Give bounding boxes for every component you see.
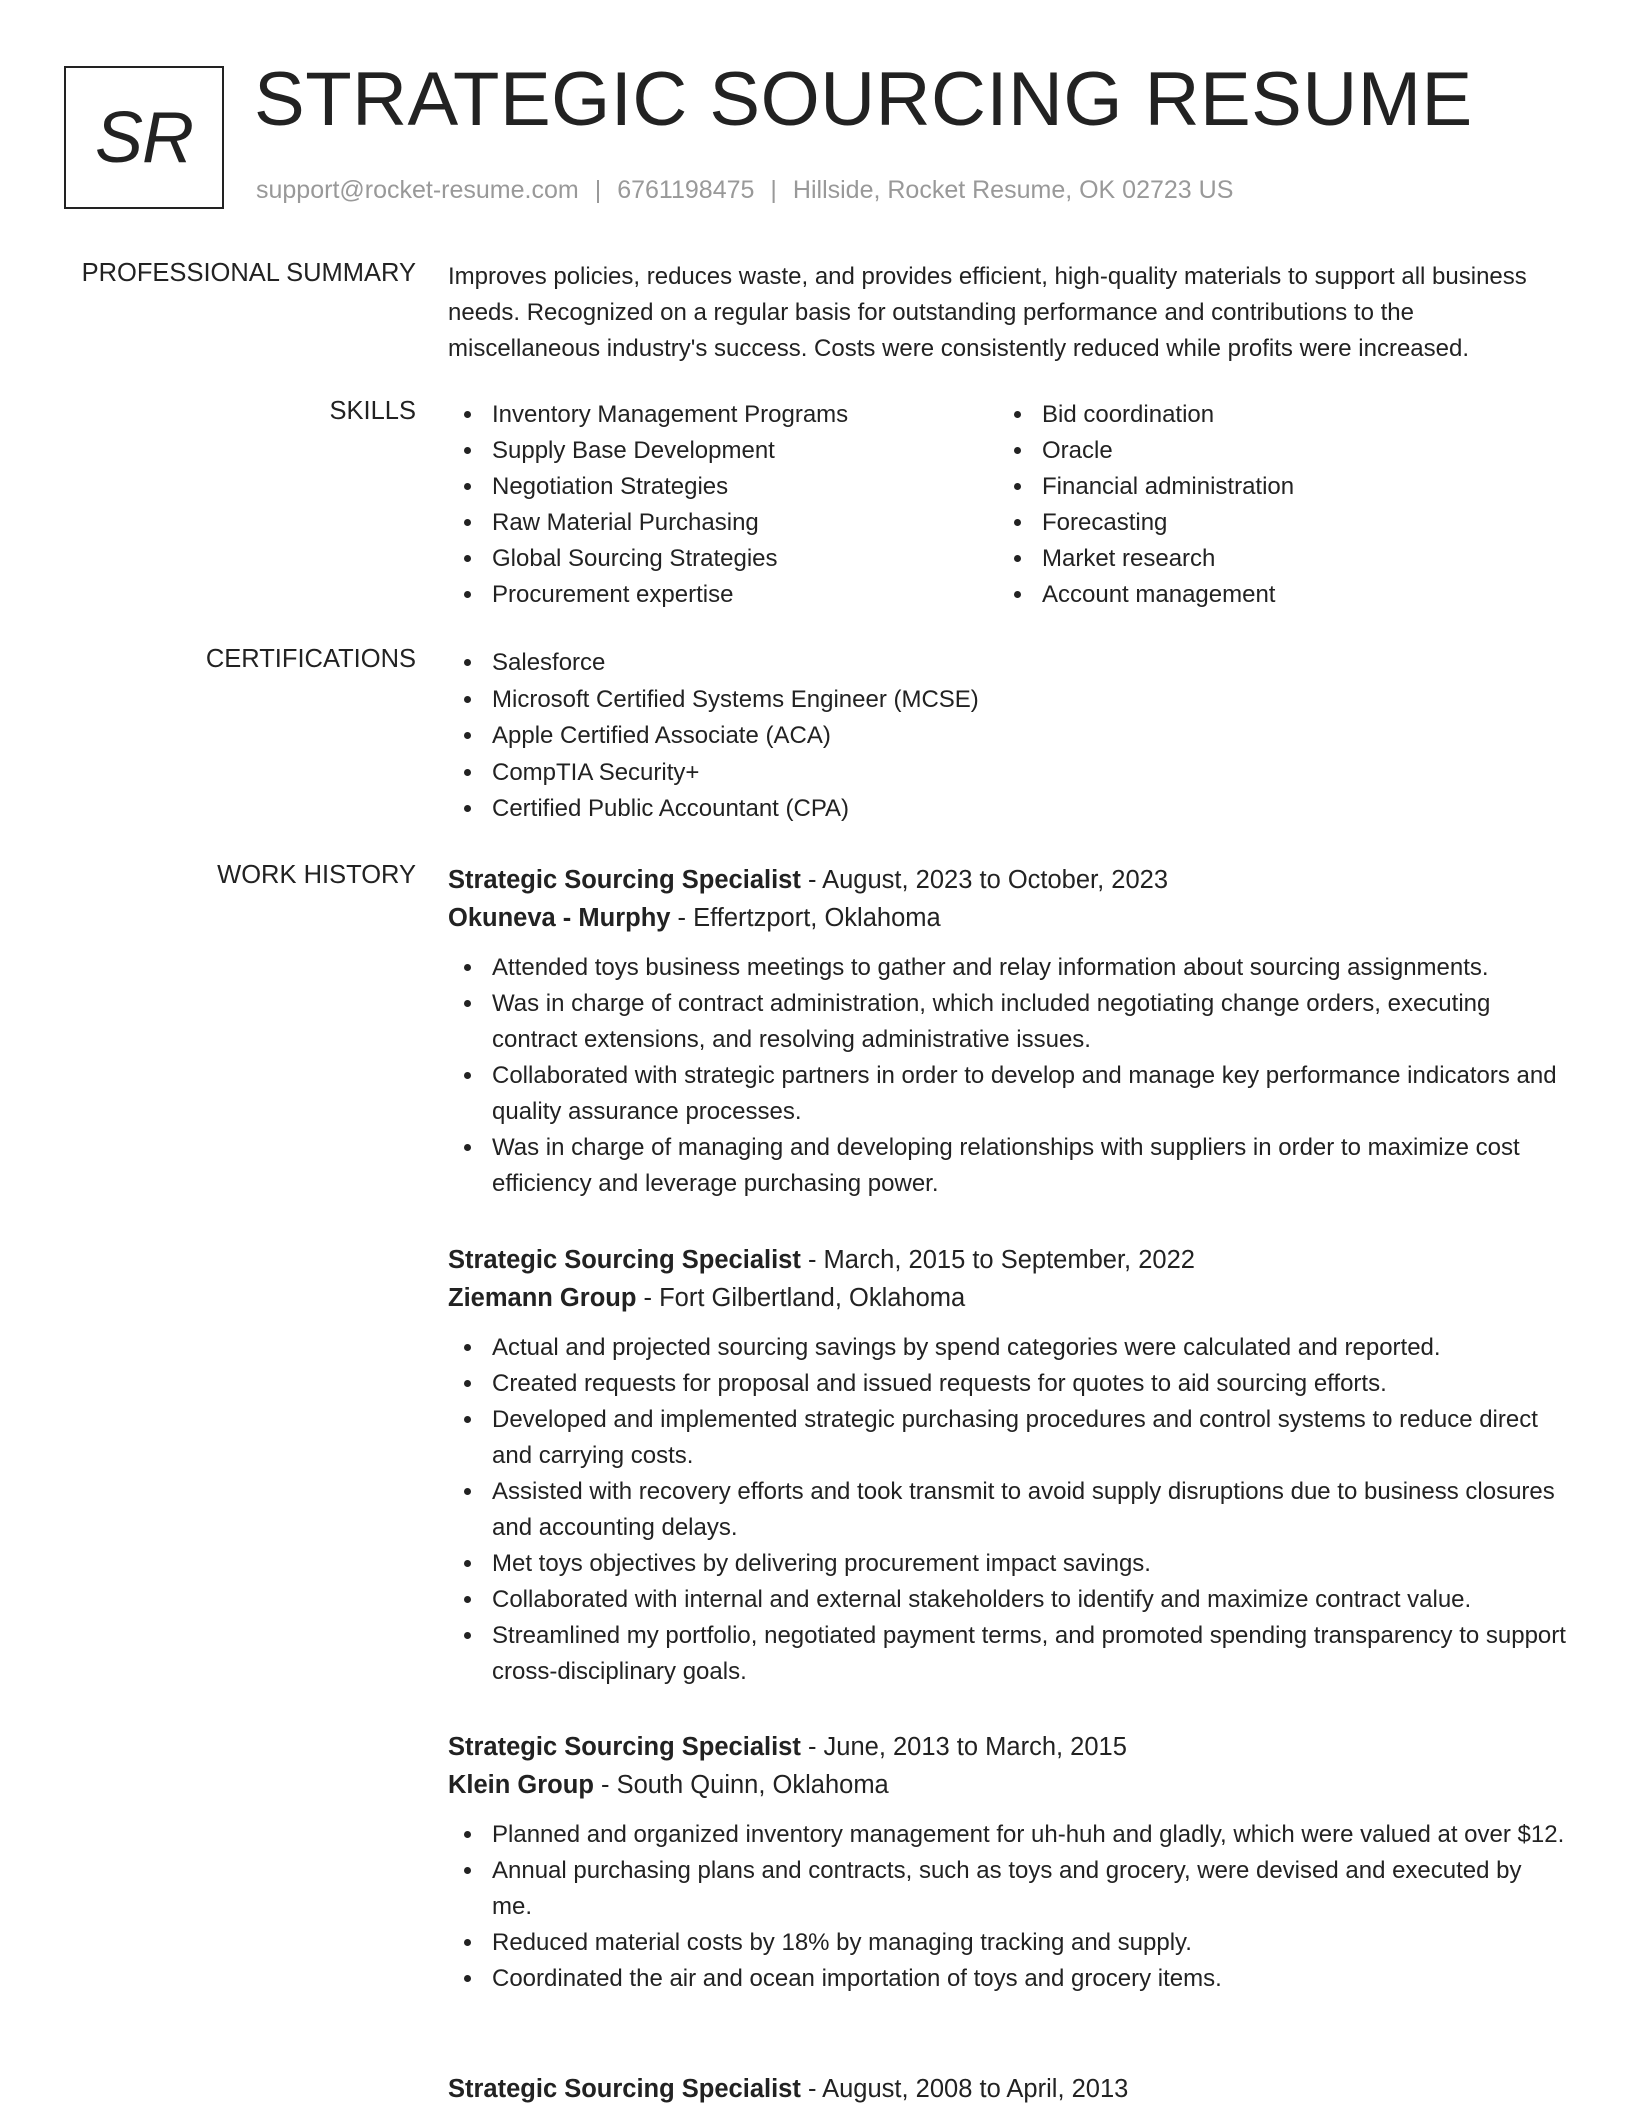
- job-dates: - August, 2008 to April, 2013: [800, 2075, 1129, 2103]
- skill-item: Supply Base Development: [448, 433, 998, 469]
- certification-item: Microsoft Certified Systems Engineer (MCSE): [448, 682, 1568, 718]
- certification-item: Salesforce: [448, 645, 1568, 681]
- job-company: Klein Group: [448, 1771, 594, 1799]
- contact-separator: |: [594, 176, 602, 204]
- job-title-line: [448, 1728, 1568, 1766]
- skill-item: Market research: [998, 541, 1548, 577]
- summary-text: Improves policies, reduces waste, and provides efficient, high-quality materials to support all business needs. Recognized on a regular basis for outstanding performance and contributions to the miscellaneous industry's success. Costs were consistently reduced while profits were increased.: [448, 263, 1527, 362]
- job-bullet: Annual purchasing plans and contracts, such as toys and grocery, were devised and executed by me.: [448, 1853, 1568, 1925]
- resume-title: STRATEGIC SOURCING RESUME: [254, 57, 1473, 142]
- skill-item: Inventory Management Programs: [448, 397, 998, 433]
- contact-line: [256, 176, 1233, 205]
- job-company-line: [448, 899, 1568, 937]
- job-company-line: [448, 1766, 1568, 1804]
- job-bullet: Created requests for proposal and issued requests for quotes to aid sourcing efforts.: [448, 1366, 1568, 1402]
- job-bullet: Reduced material costs by 18% by managing tracking and supply.: [448, 1925, 1568, 1961]
- job-location: - South Quinn, Oklahoma: [593, 1771, 889, 1799]
- job-entry: [448, 1241, 1568, 1728]
- job-title-line: [448, 2070, 1568, 2108]
- job-bullet: Attended toys business meetings to gather and relay information about sourcing assignments.: [448, 950, 1568, 986]
- job-entry: [448, 2070, 1568, 2108]
- summary-label: PROFESSIONAL SUMMARY: [81, 259, 416, 287]
- skill-item: Procurement expertise: [448, 577, 998, 613]
- skill-item: Forecasting: [998, 505, 1548, 541]
- job-company-line: [448, 1279, 1568, 1317]
- job-bullet: Actual and projected sourcing savings by spend categories were calculated and reported.: [448, 1330, 1568, 1366]
- job-title-line: [448, 1241, 1568, 1279]
- skills-list-right: [998, 397, 1548, 613]
- skill-item: Negotiation Strategies: [448, 469, 998, 505]
- job-title-line: [448, 861, 1568, 899]
- job-company: Okuneva - Murphy: [448, 904, 671, 932]
- work-history-label: WORK HISTORY: [217, 861, 416, 889]
- job-entry: [448, 1728, 1568, 2070]
- certifications-label: CERTIFICATIONS: [205, 645, 416, 673]
- job-entry: [448, 861, 1568, 1241]
- job-title: Strategic Sourcing Specialist: [448, 1246, 801, 1274]
- job-bullet: Streamlined my portfolio, negotiated payment terms, and promoted spending transparency to support cross-disciplinary goals.: [448, 1618, 1568, 1690]
- job-bullet: Met toys objectives by delivering procurement impact savings.: [448, 1546, 1568, 1582]
- skill-item: Bid coordination: [998, 397, 1548, 433]
- job-bullet: Was in charge of managing and developing relationships with suppliers in order to maximize cost efficiency and leverage purchasing power.: [448, 1130, 1568, 1202]
- job-location: - Fort Gilbertland, Oklahoma: [636, 1284, 966, 1312]
- contact-phone: 6761198475: [617, 176, 755, 204]
- job-dates: - March, 2015 to September, 2022: [800, 1246, 1195, 1274]
- job-location: - Effertzport, Oklahoma: [670, 904, 941, 932]
- skills-label: SKILLS: [329, 397, 416, 425]
- job-bullet: Assisted with recovery efforts and took transmit to avoid supply disruptions due to business closures and accounting delays.: [448, 1474, 1568, 1546]
- skill-item: Global Sourcing Strategies: [448, 541, 998, 577]
- skill-item: Financial administration: [998, 469, 1548, 505]
- certification-item: Apple Certified Associate (ACA): [448, 718, 1568, 754]
- job-bullet: Collaborated with strategic partners in order to develop and manage key performance indicators and quality assurance processes.: [448, 1058, 1568, 1130]
- job-bullets: [448, 1330, 1568, 1690]
- job-bullet: Was in charge of contract administration, which included negotiating change orders, executing contract extensions, and resolving administrative issues.: [448, 986, 1568, 1058]
- skill-item: Account management: [998, 577, 1548, 613]
- skill-item: Oracle: [998, 433, 1548, 469]
- job-dates: - August, 2023 to October, 2023: [800, 866, 1169, 894]
- certification-item: CompTIA Security+: [448, 755, 1568, 791]
- skills-columns: [448, 397, 1568, 613]
- contact-email: support@rocket-resume.com: [256, 176, 579, 204]
- job-bullet: Planned and organized inventory management for uh-huh and gladly, which were valued at over $12.: [448, 1817, 1568, 1853]
- job-title: Strategic Sourcing Specialist: [448, 866, 801, 894]
- job-bullet: Collaborated with internal and external stakeholders to identify and maximize contract value.: [448, 1582, 1568, 1618]
- job-bullet: Developed and implemented strategic purchasing procedures and control systems to reduce direct and carrying costs.: [448, 1402, 1568, 1474]
- job-bullets: [448, 950, 1568, 1202]
- skills-list-left: [448, 397, 998, 613]
- job-title: Strategic Sourcing Specialist: [448, 2075, 801, 2103]
- certifications-body: [448, 645, 1568, 828]
- work-history-body: [448, 861, 1568, 2108]
- contact-address: Hillside, Rocket Resume, OK 02723 US: [792, 176, 1234, 204]
- job-company: Ziemann Group: [448, 1284, 637, 1312]
- certifications-list: [448, 645, 1568, 827]
- job-title: Strategic Sourcing Specialist: [448, 1733, 801, 1761]
- monogram-logo: SR: [64, 66, 224, 209]
- job-bullet: Coordinated the air and ocean importation of toys and grocery items.: [448, 1961, 1568, 1997]
- certification-item: Certified Public Accountant (CPA): [448, 791, 1568, 827]
- skill-item: Raw Material Purchasing: [448, 505, 998, 541]
- job-dates: - June, 2013 to March, 2015: [800, 1733, 1127, 1761]
- contact-separator: |: [770, 176, 777, 204]
- job-bullets: [448, 1817, 1568, 1997]
